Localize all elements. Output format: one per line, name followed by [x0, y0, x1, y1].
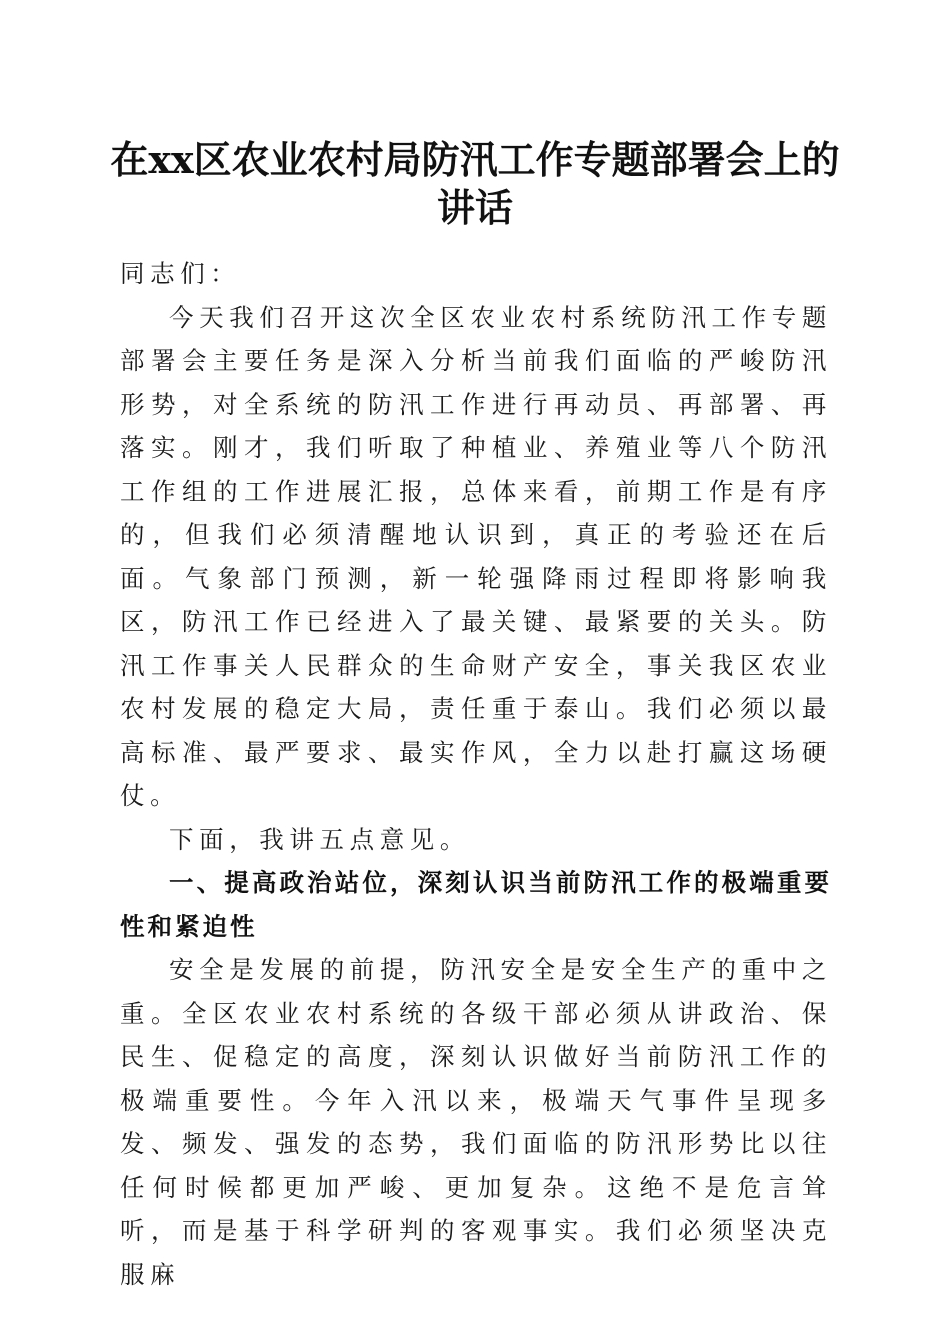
paragraph-intro: 今天我们召开这次全区农业农村系统防汛工作专题部署会主要任务是深入分析当前我们面临的严峻防汛形势，对全系统的防汛工作进行再动员、再部署、再落实。刚才，我们听取了种植业、养殖业等八个防汛工作组的工作进展汇报，总体来看，前期工作是有序的，但我们必须清醒地认识到，真正的考验还在后面。气象部门预测，新一轮强降雨过程即将影响我区，防汛工作已经进入了最关键、最紧要的关头。防汛工作事关人民群众的生命财产安全，事关我区农业农村发展的稳定大局，责任重于泰山。我们必须以最高标准、最严要求、最实作风，全力以赴打赢这场硬仗。: [120, 302, 832, 810]
salutation: 同志们：: [120, 259, 241, 288]
section-paragraph-1: 安全是发展的前提，防汛安全是安全生产的重中之重。全区农业农村系统的各级干部必须从讲政治、保民生、促稳定的高度，深刻认识做好当前防汛工作的极端重要性。今年入汛以来，极端天气事件呈现多发、频发、强发的态势，我们面临的防汛形势比以往任何时候都更加严峻、更加复杂。这绝不是危言耸听，而是基于科学研判的客观事实。我们必须坚决克服麻: [120, 955, 832, 1289]
document-body: [120, 252, 832, 1296]
section-heading-1: 一、提高政治站位，深刻认识当前防汛工作的极端重要性和紧迫性: [120, 868, 832, 941]
document-title: 在xx区农业农村局防汛工作专题部署会上的讲话: [110, 137, 840, 230]
paragraph-outline: 下面，我讲五点意见。: [169, 824, 470, 854]
